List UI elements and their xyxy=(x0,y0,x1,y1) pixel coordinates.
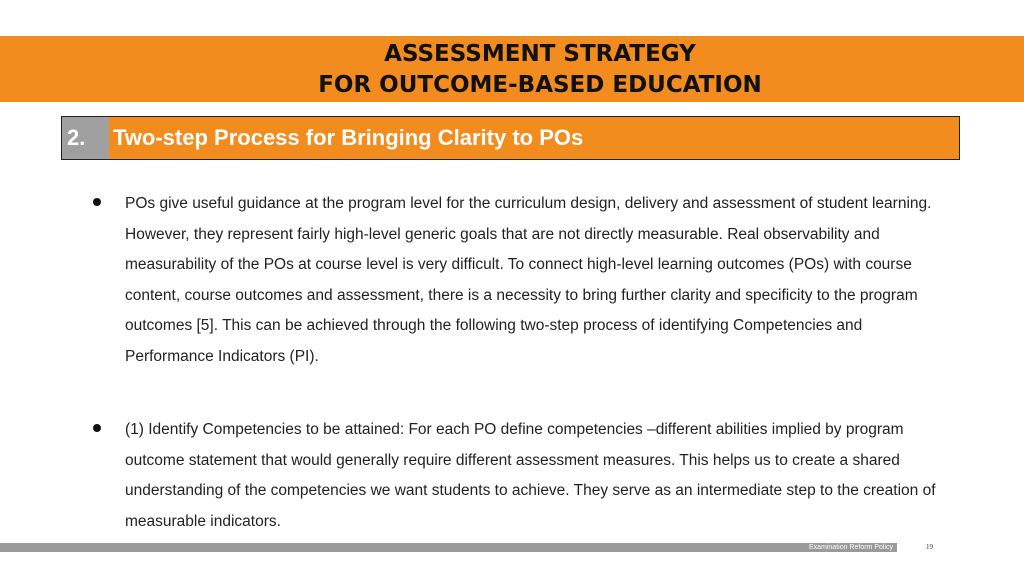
bullet-text-1: POs give useful guidance at the program level for the curriculum design, delivery and assessment of student learning. However, they represent fairly high-level generic goals that are not directly measurable. Real observability and measurability of the POs at course level is very difficult. To connect high-level learning outcomes (POs) with course content, course outcomes and assessment, there is a necessity to bring further clarity and specificity to the program outcomes [5]. This can be achieved through the following two-step process of identifying Competencies and Performance Indicators (PI). xyxy=(125,195,932,365)
bullet-text-2: (1) Identify Competencies to be attained: For each PO define competencies –different abilities implied by program outcome statement that would generally require different assessment measures. This helps us to create a shared understanding of the competencies we want students to achieve. They serve as an intermediate step to the creation of measurable indicators. xyxy=(125,421,936,530)
slide-title-line-2: FOR OUTCOME-BASED EDUCATION xyxy=(318,72,762,98)
section-heading xyxy=(61,116,960,160)
bullet-dot-icon xyxy=(93,198,101,206)
footer-label: Examination Reform Policy xyxy=(808,544,893,551)
bullet-dot-icon xyxy=(93,424,101,432)
slide-title-line-1: ASSESSMENT STRATEGY xyxy=(384,41,696,67)
footer-bar xyxy=(0,543,897,552)
section-number: 2. xyxy=(62,117,109,159)
page-number: 19 xyxy=(926,543,933,551)
section-title: Two-step Process for Bringing Clarity to POs xyxy=(113,125,584,150)
